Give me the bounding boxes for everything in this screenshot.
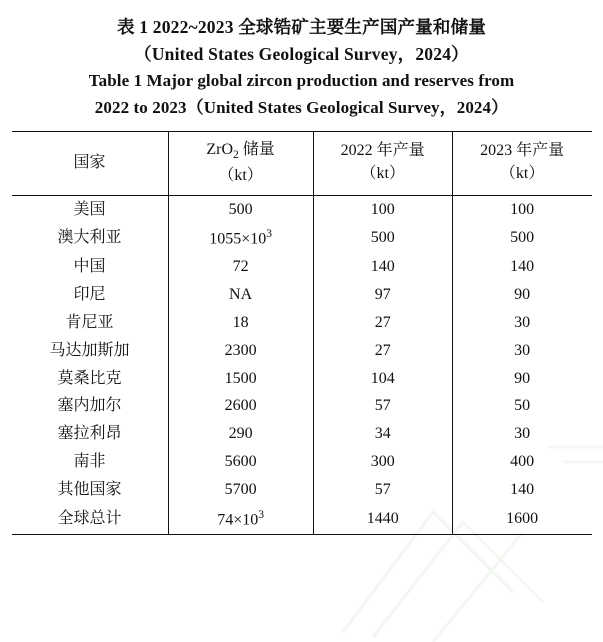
- cell-reserves: 2300: [168, 337, 313, 365]
- cell-2022: 97: [313, 282, 452, 310]
- cell-2022: 57: [313, 476, 452, 504]
- cell-2023: 400: [452, 449, 591, 477]
- caption-en-line2: 2022 to 2023（United States Geological Survey，2024）: [94, 97, 509, 117]
- cell-country: 莫桑比克: [57, 369, 122, 387]
- cell-2022: 27: [313, 337, 452, 365]
- cell-2023: 140: [452, 254, 591, 282]
- cell-country: 中国: [73, 258, 106, 276]
- cell-country: 塞内加尔: [57, 397, 122, 415]
- cell-reserves: NA: [168, 282, 313, 310]
- cell-2023: 30: [452, 310, 591, 338]
- cell-reserves: 5700: [168, 476, 313, 504]
- cell-2022: 500: [313, 224, 452, 254]
- cell-reserves: $1055\times 10^3$: [168, 224, 313, 254]
- cell-2023: 140: [452, 476, 591, 504]
- table-row: [12, 254, 592, 282]
- table-row: [12, 365, 592, 393]
- cell-2022: 104: [313, 365, 452, 393]
- cell-reserves: 500: [168, 196, 313, 224]
- table-row: [12, 196, 592, 224]
- cell-reserves: 5600: [168, 449, 313, 477]
- header-2022-line1: 2022 年产量: [340, 142, 425, 160]
- cell-reserves: 72: [168, 254, 313, 282]
- cell-2023: 50: [452, 393, 591, 421]
- cell-2023: 1600: [452, 504, 591, 535]
- table-row: [12, 310, 592, 338]
- zircon-production-table: [12, 131, 592, 535]
- cell-2022: 100: [313, 196, 452, 224]
- table-caption: [8, 14, 595, 121]
- table-row: [12, 337, 592, 365]
- table-row: [12, 282, 592, 310]
- cell-country: 印尼: [73, 286, 106, 304]
- cell-2022: 140: [313, 254, 452, 282]
- cell-2023: 90: [452, 282, 591, 310]
- cell-country: 马达加斯加: [49, 341, 130, 359]
- cell-2023: 500: [452, 224, 591, 254]
- header-2023: [452, 131, 591, 195]
- cell-reserves: 2600: [168, 393, 313, 421]
- cell-reserves: $74\times 10^3$: [168, 504, 313, 535]
- cell-reserves: 290: [168, 421, 313, 449]
- header-reserves-line1: ZrO$_2$ 储量: [206, 140, 275, 162]
- cell-2022: 27: [313, 310, 452, 338]
- cell-2022: 57: [313, 393, 452, 421]
- header-reserves: [168, 131, 313, 195]
- caption-en-line1: Table 1 Major global zircon production and reserves from: [88, 71, 515, 91]
- cell-2022: 300: [313, 449, 452, 477]
- cell-2023: 30: [452, 337, 591, 365]
- header-2022: [313, 131, 452, 195]
- cell-country: 塞拉利昂: [57, 425, 122, 443]
- header-2023-line2: （kt）: [499, 165, 545, 183]
- header-country-line1: 国家: [73, 153, 106, 171]
- cell-2022: 34: [313, 421, 452, 449]
- header-2022-line2: （kt）: [360, 165, 405, 183]
- cell-country: 肯尼亚: [65, 314, 114, 332]
- header-2023-line1: 2023 年产量: [480, 142, 565, 160]
- caption-cn-line1: 表 1 2022~2023 全球锆矿主要生产国产量和储量: [116, 17, 487, 37]
- table-row: [12, 449, 592, 477]
- table-row: [12, 504, 592, 535]
- table-header-row: [12, 131, 592, 195]
- cell-2022: 1440: [313, 504, 452, 535]
- cell-country: 澳大利亚: [57, 229, 122, 247]
- caption-cn-line2: （United States Geological Survey，2024）: [134, 44, 469, 65]
- table-row: [12, 421, 592, 449]
- cell-2023: 30: [452, 421, 591, 449]
- table-header: [12, 131, 592, 195]
- cell-reserves: 1500: [168, 365, 313, 393]
- cell-country: 美国: [73, 200, 106, 218]
- table-body: [12, 196, 592, 535]
- cell-reserves: 18: [168, 310, 313, 338]
- cell-country: 全球总计: [57, 509, 122, 527]
- header-country: [12, 131, 169, 195]
- cell-country: 其他国家: [57, 480, 122, 498]
- cell-country: 南非: [73, 453, 106, 470]
- cell-2023: 100: [452, 196, 591, 224]
- header-reserves-line2: （kt）: [218, 166, 263, 184]
- table-row: [12, 224, 592, 254]
- table-row: [12, 393, 592, 421]
- cell-2023: 90: [452, 365, 591, 393]
- table-row: [12, 476, 592, 504]
